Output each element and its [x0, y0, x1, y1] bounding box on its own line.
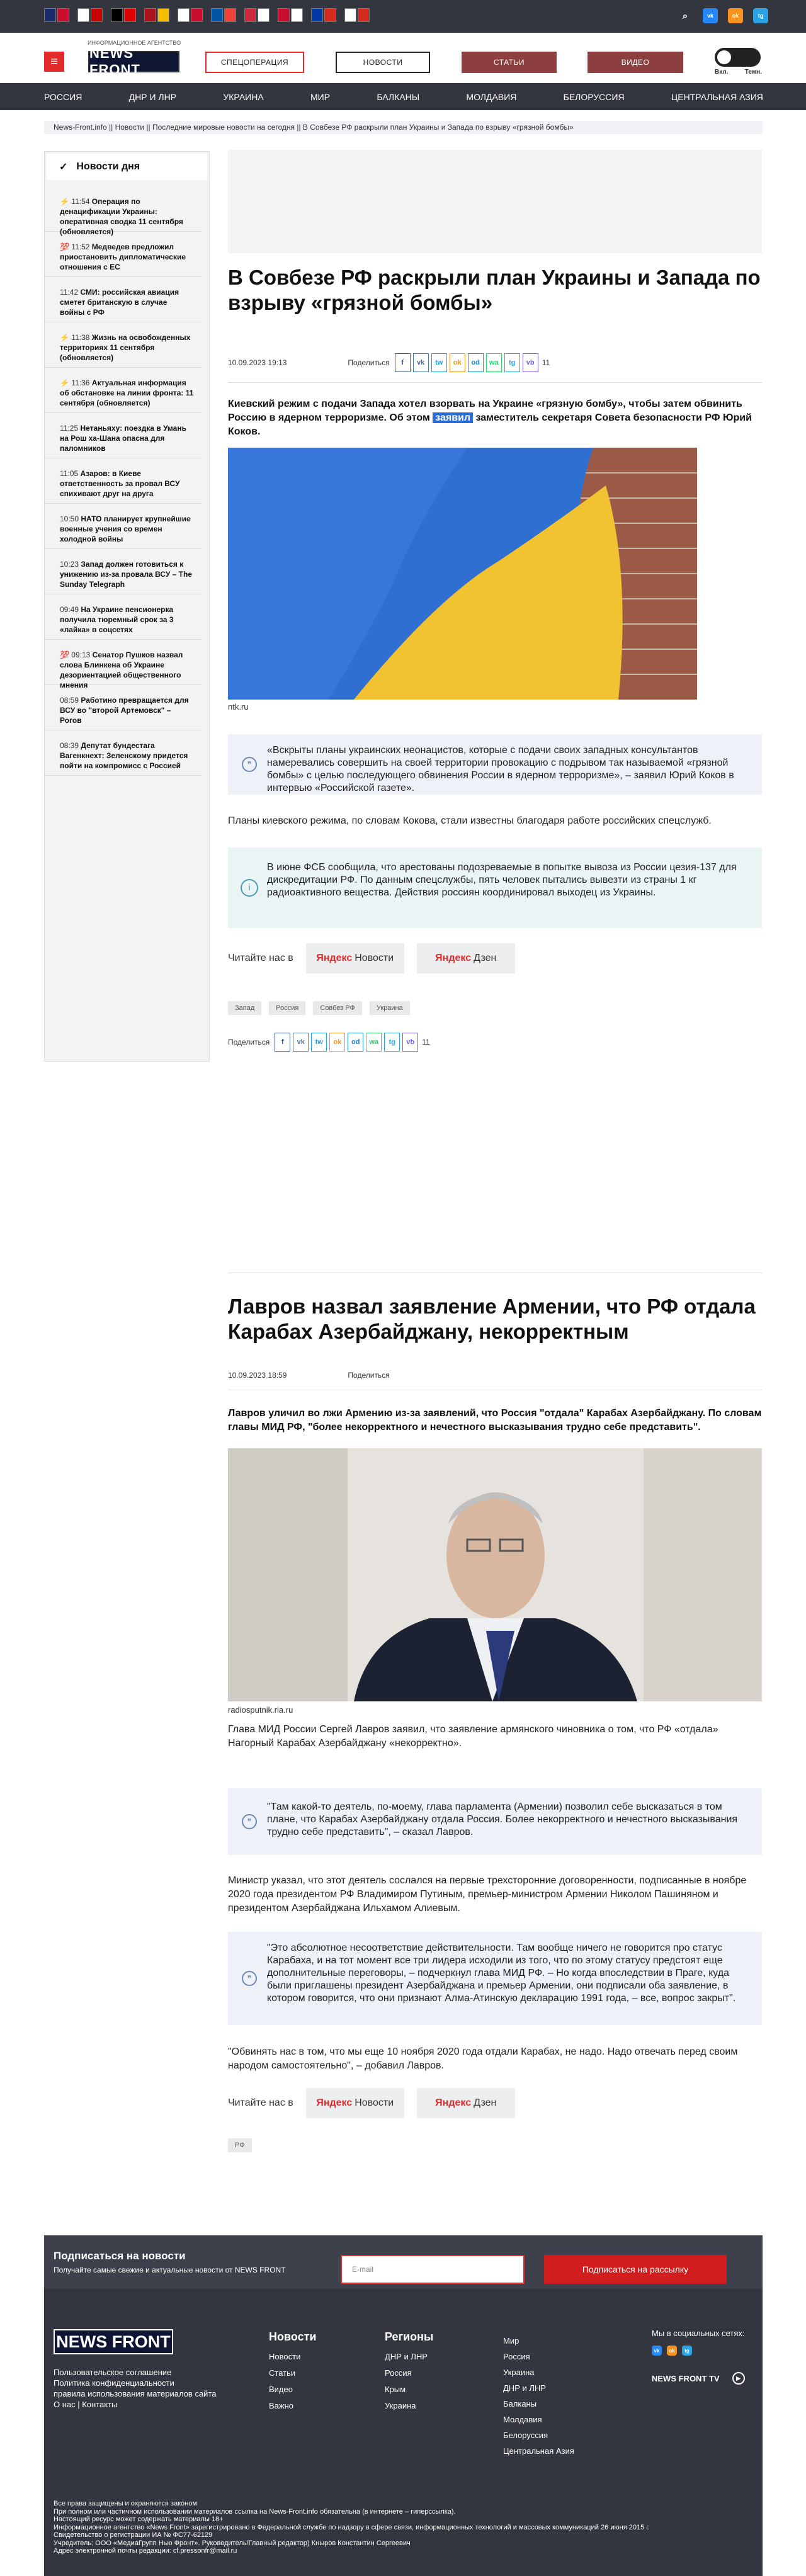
quote-icon: ❞ [242, 757, 257, 772]
share-od-icon[interactable]: od [348, 1033, 363, 1052]
copyright-line: Учредитель: ООО «МедиаГрупп Нью Фронт». Руководитель/Главный редактор) Кныров Константин Сергеевич [54, 2539, 411, 2547]
language-flag[interactable] [178, 8, 203, 22]
ad-placeholder [228, 150, 762, 253]
play-icon[interactable]: ▶ [732, 2372, 745, 2385]
language-flag[interactable] [111, 8, 136, 22]
share-label: Поделиться [348, 358, 390, 367]
article-2 [228, 1294, 762, 2152]
article-meta [228, 353, 762, 372]
sidebar-news-item[interactable] [45, 549, 202, 594]
sidebar-news-item[interactable] [45, 186, 202, 236]
share-tg-icon[interactable]: tg [504, 353, 520, 372]
news-mark-icon: ⚡ [60, 197, 69, 206]
footer-section-link[interactable]: Белоруссия [503, 2431, 548, 2440]
news-title: Азаров: в Киеве ответственность за провал ВСУ спихивают друг на друга [60, 469, 180, 498]
news-time: 11:38 [71, 333, 90, 342]
share-buttons [395, 353, 538, 372]
language-flag[interactable] [278, 8, 303, 22]
news-title: Операция по денацификации Украины: оперативная сводка 11 сентября (обновляется) [60, 197, 183, 236]
news-time: 09:49 [60, 605, 79, 614]
lavrov-photo-image [228, 1448, 762, 1701]
check-icon: ✓ [59, 162, 68, 173]
sidebar-news-item[interactable] [45, 322, 202, 368]
news-time: 11:54 [71, 197, 90, 206]
article-paragraph: "Обвинять нас в том, что мы еще 10 ноября 2020 года отдали Карабах, не надо. Надо отвечать перед своим народом самостоятельно", – добавил Лавров. [228, 2046, 738, 2071]
site-logo[interactable]: NEWS FRONT [88, 51, 179, 72]
article-title: В Совбезе РФ раскрыли план Украины и Запада по взрыву «грязной бомбы» [228, 266, 761, 314]
news-time: 10:50 [60, 514, 79, 523]
ok-icon[interactable]: ok [667, 2346, 677, 2356]
email-input[interactable]: E-mail [341, 2255, 525, 2284]
language-flag[interactable] [244, 8, 270, 22]
article-1 [228, 265, 762, 1052]
share-f-icon[interactable]: f [395, 353, 411, 372]
theme-toggle[interactable] [715, 48, 762, 79]
news-button[interactable]: НОВОСТИ [336, 52, 430, 73]
footer-news-col [269, 2329, 316, 2414]
share-wa-icon[interactable]: wa [366, 1033, 382, 1052]
article-quote: ❞ «Вскрыты планы украинских неонацистов, которые с подачи своих западных консультантов намеревались совершить на своей территории провокацию с подрывом так называемой «грязной бомбы» с целью последующего обвинения России в ядерном терроризме», – заявил Юрий Коков в интервью «Российской газете». [228, 734, 762, 795]
article-paragraph: Министр указал, что этот деятель сослался на первые трехсторонние договоренности, подписанные в ноябре 2020 года президентом РФ Владимиром Путиным, премьер-министром Армении Николом Пашиняном и президентом Азербайджана Ильхамом Алиевым. [228, 1875, 747, 1914]
share-od-icon[interactable]: od [468, 353, 484, 372]
vk-icon[interactable]: vk [652, 2346, 662, 2356]
share-tg-icon[interactable]: tg [384, 1033, 400, 1052]
news-mark-icon: ⚡ [60, 333, 69, 342]
share-vb-icon[interactable]: vb [402, 1033, 418, 1052]
article-quote: ❞ "Там какой-то деятель, по-моему, глава парламента (Армении) позволил себе высказаться в том плане, что Карабах Азербайджану отдала Россия. Более некорректного и нечестного высказывания трудно себе представить", – сказал Лавров. [228, 1788, 762, 1855]
footer-section-link[interactable]: Балканы [503, 2399, 537, 2409]
footer-section-link[interactable]: Центральная Азия [503, 2446, 574, 2456]
footer-regions-col [385, 2329, 433, 2414]
share-label: Поделиться [348, 1371, 390, 1380]
language-flag[interactable] [44, 8, 69, 22]
footer-link[interactable]: Политика конфиденциальности [54, 2378, 174, 2388]
footer-region-link[interactable]: Крым [385, 2385, 406, 2394]
footer-link[interactable]: правила использования материалов сайта [54, 2389, 217, 2398]
tagline: ИНФОРМАЦИОННОЕ АГЕНТСТВО [88, 40, 181, 46]
footer-sections-col [503, 2333, 574, 2459]
article-lead: Лавров уличил во лжи Армению из-за заявлений, что Россия "отдала" Карабах Азербайджану. По словам главы МИД РФ, "более некорректного и нечестного высказывания трудно себе представить". [228, 1408, 762, 1433]
copyright [54, 2500, 650, 2555]
quote-icon: ❞ [242, 1971, 257, 1986]
sidebar-news-item[interactable] [45, 277, 202, 322]
news-title: На Украине пенсионерка получила тюремный срок за 3 «лайка» в соцсетях [60, 605, 174, 634]
read-us-block [228, 943, 762, 973]
main-nav [0, 83, 806, 110]
news-title: Сенатор Пушков назвал слова Блинкена об Украине дезориентацией общественного мнения [60, 650, 183, 689]
copyright-line: Информационное агентство «News Front» зарегистрировано в Федеральной службе по надзору в сфере связи, информационных технологий и массовых коммуникаций 26 июня 2015 г. [54, 2523, 650, 2531]
menu-icon[interactable]: ≡ [44, 52, 64, 72]
footer-section-link[interactable]: Россия [503, 2352, 530, 2361]
news-title: Жизнь на освобожденных территориях 11 сентября (обновляется) [60, 333, 191, 362]
language-flag[interactable] [211, 8, 236, 22]
photo-caption: radiosputnik.ria.ru [228, 1705, 293, 1715]
share-vk-icon[interactable]: vk [413, 353, 429, 372]
bottom-share [228, 1033, 762, 1052]
breadcrumb[interactable]: News-Front.info || Новости || Последние мировые новости на сегодня || В Совбезе РФ раскрыли план Украины и Запада по взрыву «грязной бомбы» [44, 121, 763, 134]
news-front-tv-link[interactable]: NEWS FRONT TV [652, 2373, 720, 2383]
article-photo [228, 1448, 762, 1701]
top-icons [678, 8, 768, 23]
sidebar-news-item[interactable] [45, 730, 202, 776]
footer-link[interactable]: О нас | Контакты [54, 2400, 118, 2409]
news-mark-icon: 💯 [60, 242, 69, 251]
article-quote: ❞ "Это абсолютное несоответствие действительности. Там вообще ничего не говорится про статус Карабаха, и на тот момент все три лидера исходили из того, что по этому статусу предстоят еще дополнительные переговоры, – подчеркнул глава МИД РФ. – Но когда впоследствии в Праге, куда были приглашены президент Азербайджана и премьер Армении, они подписали оба заявление, в котором говорится, что они признают Алма-Атинскую декларацию 1991 года, – все, вопрос закрыт". [228, 1932, 762, 2025]
social-label: Мы в социальных сетях: [652, 2329, 745, 2338]
sidebar-news-item[interactable] [45, 232, 202, 277]
read-us-label: Читайте нас в [228, 2097, 293, 2108]
footer-social [652, 2329, 745, 2385]
article-lead: Киевский режим с подачи Запада хотел взорвать на Украине «грязную бомбу», чтобы затем обвинить Россию в ядерном терроризме. Об этом заявил заместитель секретаря Совета безопасности РФ Юрий Коков. [228, 399, 752, 437]
copyright-line: Свидетельство о регистрации ИА № ФС77-62129 [54, 2531, 213, 2539]
said-link[interactable]: заявил [433, 412, 473, 423]
article-paragraph: Глава МИД России Сергей Лавров заявил, что заявление армянского чиновника о том, что РФ «отдала» Нагорный Карабах Азербайджану «некорректно». [228, 1724, 718, 1749]
share-vb-icon[interactable]: vb [523, 353, 538, 372]
tag-link[interactable]: РФ [228, 2138, 252, 2152]
tag-link[interactable]: Запад [228, 1001, 261, 1015]
news-time: 09:13 [71, 650, 91, 659]
nav-item[interactable]: УКРАИНА [223, 91, 264, 102]
nav-item[interactable]: МИР [310, 91, 331, 102]
sidebar-news-item[interactable] [45, 368, 202, 413]
nav-item[interactable]: БАЛКАНЫ [377, 91, 420, 102]
news-time: 11:05 [60, 469, 79, 478]
vk-icon[interactable]: vk [703, 8, 718, 23]
news-title: Запад должен готовиться к унижению из-за провала ВСУ – The Sunday Telegraph [60, 560, 192, 589]
sidebar-title: Новости дня [76, 161, 140, 172]
copyright-line: При полном или частичном использовании материалов ссылка на News-Front.info обязательна (в интернете – гиперссылка). [54, 2507, 456, 2516]
article-date: 10.09.2023 18:59 [228, 1371, 287, 1380]
article-title: Лавров назвал заявление Армении, что РФ отдала Карабах Азербайджану, некорректным [228, 1295, 756, 1343]
news-time: 11:36 [71, 378, 90, 387]
yandex-dzen-button[interactable]: Яндекс Дзен [417, 2088, 515, 2118]
news-title: СМИ: российская авиация сметет британскую в случае войны с РФ [60, 288, 179, 317]
yandex-dzen-button[interactable]: Яндекс Дзен [417, 943, 515, 973]
news-title: НАТО планирует крупнейшие военные учения со времен холодной войны [60, 514, 191, 543]
share-tw-icon[interactable]: tw [311, 1033, 327, 1052]
nav-item[interactable]: БЕЛОРУССИЯ [563, 91, 625, 102]
footer-news-link[interactable]: Видео [269, 2385, 293, 2394]
news-title: Нетаньяху: поездка в Умань на Рош ха-Шана опасна для паломников [60, 424, 186, 453]
share-count: 11 [542, 358, 550, 367]
nav-item[interactable]: ДНР И ЛНР [128, 91, 177, 102]
article-date: 10.09.2023 19:13 [228, 358, 287, 367]
share-label: Поделиться [228, 1038, 270, 1047]
article-meta [228, 1371, 762, 1380]
footer-news-link[interactable]: Новости [269, 2352, 301, 2361]
yandex-news-button[interactable]: Яндекс Новости [306, 943, 404, 973]
top-bar [0, 0, 806, 33]
search-icon[interactable]: ⌕ [682, 10, 688, 21]
news-title: Медведев предложил приостановить дипломатические отношения с ЕС [60, 242, 186, 271]
sidebar-news-item[interactable] [45, 685, 202, 730]
subscribe-title: Подписаться на новости [54, 2250, 186, 2262]
sidebar-news-item[interactable] [45, 640, 202, 689]
share-ok-icon[interactable]: ok [329, 1033, 345, 1052]
nav-item[interactable]: РОССИЯ [44, 91, 82, 102]
footer-region-link[interactable]: Россия [385, 2368, 412, 2378]
toggle-label-light: Вкл. [715, 69, 729, 76]
toggle-label-dark: Темн. [744, 69, 762, 76]
article-photo [228, 448, 697, 700]
articles-button[interactable]: СТАТЬИ [462, 52, 557, 73]
news-time: 11:52 [71, 242, 90, 251]
copyright-line: Адрес электронной почты редакции: cf.pressonfr@mail.ru [54, 2547, 237, 2555]
footer-news-link[interactable]: Статьи [269, 2368, 296, 2378]
telegram-icon[interactable]: tg [753, 8, 768, 23]
sidebar-news-of-day [44, 151, 210, 1062]
article-paragraph: Планы киевского режима, по словам Кокова, стали известны благодаря работе российских спецслужб. [228, 815, 712, 826]
ok-icon[interactable]: ok [728, 8, 743, 23]
language-flag[interactable] [311, 8, 336, 22]
sidebar-news-item[interactable] [45, 413, 202, 458]
telegram-icon[interactable]: tg [682, 2346, 692, 2356]
share-f-icon[interactable]: f [275, 1033, 290, 1052]
news-mark-icon: ⚡ [60, 378, 69, 387]
news-time: 08:59 [60, 696, 79, 705]
footer [44, 2235, 763, 2576]
footer-section-link[interactable]: Украина [503, 2368, 535, 2377]
photo-caption: ntk.ru [228, 702, 249, 712]
footer-link[interactable]: Пользовательское соглашение [54, 2368, 172, 2377]
article-tags [228, 2138, 762, 2152]
header [0, 33, 806, 83]
news-title: Актуальная информация об обстановке на линии фронта: 11 сентября (обновляется) [60, 378, 194, 407]
subscribe-text: Получайте самые свежие и актуальные новости от NEWS FRONT [54, 2266, 286, 2274]
copyright-line: Настоящий ресурс может содержать материалы 18+ [54, 2516, 224, 2523]
ukraine-flag-image [228, 448, 697, 700]
subscribe-bar [44, 2235, 763, 2289]
read-us-label: Читайте нас в [228, 953, 293, 963]
language-flag[interactable] [77, 8, 103, 22]
article-tags [228, 1001, 762, 1015]
footer-region-link[interactable]: ДНР и ЛНР [385, 2352, 428, 2361]
tag-link[interactable]: Россия [269, 1001, 305, 1015]
language-flag[interactable] [344, 8, 370, 22]
news-time: 08:39 [60, 741, 79, 750]
share-buttons [275, 1033, 418, 1052]
share-count: 11 [422, 1038, 430, 1047]
news-time: 11:25 [60, 424, 79, 433]
special-operation-button[interactable]: СПЕЦОПЕРАЦИЯ [205, 52, 304, 73]
tag-link[interactable]: Совбез РФ [313, 1001, 362, 1015]
language-flags [44, 8, 370, 22]
share-wa-icon[interactable]: wa [486, 353, 502, 372]
footer-section-link[interactable]: Молдавия [503, 2415, 542, 2424]
footer-logo[interactable]: NEWS FRONT [54, 2329, 173, 2354]
sidebar-news-item[interactable] [45, 458, 202, 504]
video-button[interactable]: ВИДЕО [587, 52, 683, 73]
nav-item[interactable]: МОЛДАВИЯ [466, 91, 517, 102]
nav-item[interactable]: ЦЕНТРАЛЬНАЯ АЗИЯ [671, 91, 763, 102]
yandex-news-button[interactable]: Яндекс Новости [306, 2088, 404, 2118]
share-vk-icon[interactable]: vk [293, 1033, 309, 1052]
copyright-line: Все права защищены и охраняются законом [54, 2500, 197, 2507]
footer-section-link[interactable]: Мир [503, 2336, 519, 2346]
tag-link[interactable]: Украина [370, 1001, 410, 1015]
share-ok-icon[interactable]: ok [450, 353, 465, 372]
footer-links [54, 2367, 216, 2410]
footer-section-link[interactable]: ДНР и ЛНР [503, 2383, 546, 2393]
footer-region-link[interactable]: Украина [385, 2401, 416, 2410]
sidebar-news-item[interactable] [45, 504, 202, 549]
quote-icon: ❞ [242, 1814, 257, 1829]
share-tw-icon[interactable]: tw [431, 353, 447, 372]
subscribe-button[interactable]: Подписаться на рассылку [544, 2255, 727, 2284]
info-icon: i [241, 879, 258, 897]
news-title: Работино превращается для ВСУ во "второй Артемовск" – Рогов [60, 696, 189, 725]
news-time: 11:42 [60, 288, 79, 297]
language-flag[interactable] [144, 8, 169, 22]
news-mark-icon: 💯 [60, 650, 69, 659]
news-title: Депутат бундестага Вагенкнехт: Зеленскому придется пойти на компромисс с Россией [60, 741, 188, 770]
read-us-block [228, 2088, 762, 2118]
news-time: 10:23 [60, 560, 79, 569]
footer-news-link[interactable]: Важно [269, 2401, 294, 2410]
footer-news-heading: Новости [269, 2330, 317, 2343]
info-box: i В июне ФСБ сообщила, что арестованы подозреваемые в попытке вывоза из России цезия-137 для дискредитации РФ. По данным спецслужбы, пять человек пытались вывезти из страны 1 кг радиоактивного вещества. Действия россиян координировал выходец из Украины. [228, 848, 762, 928]
sidebar-news-item[interactable] [45, 594, 202, 640]
footer-regions-heading: Регионы [385, 2330, 434, 2343]
